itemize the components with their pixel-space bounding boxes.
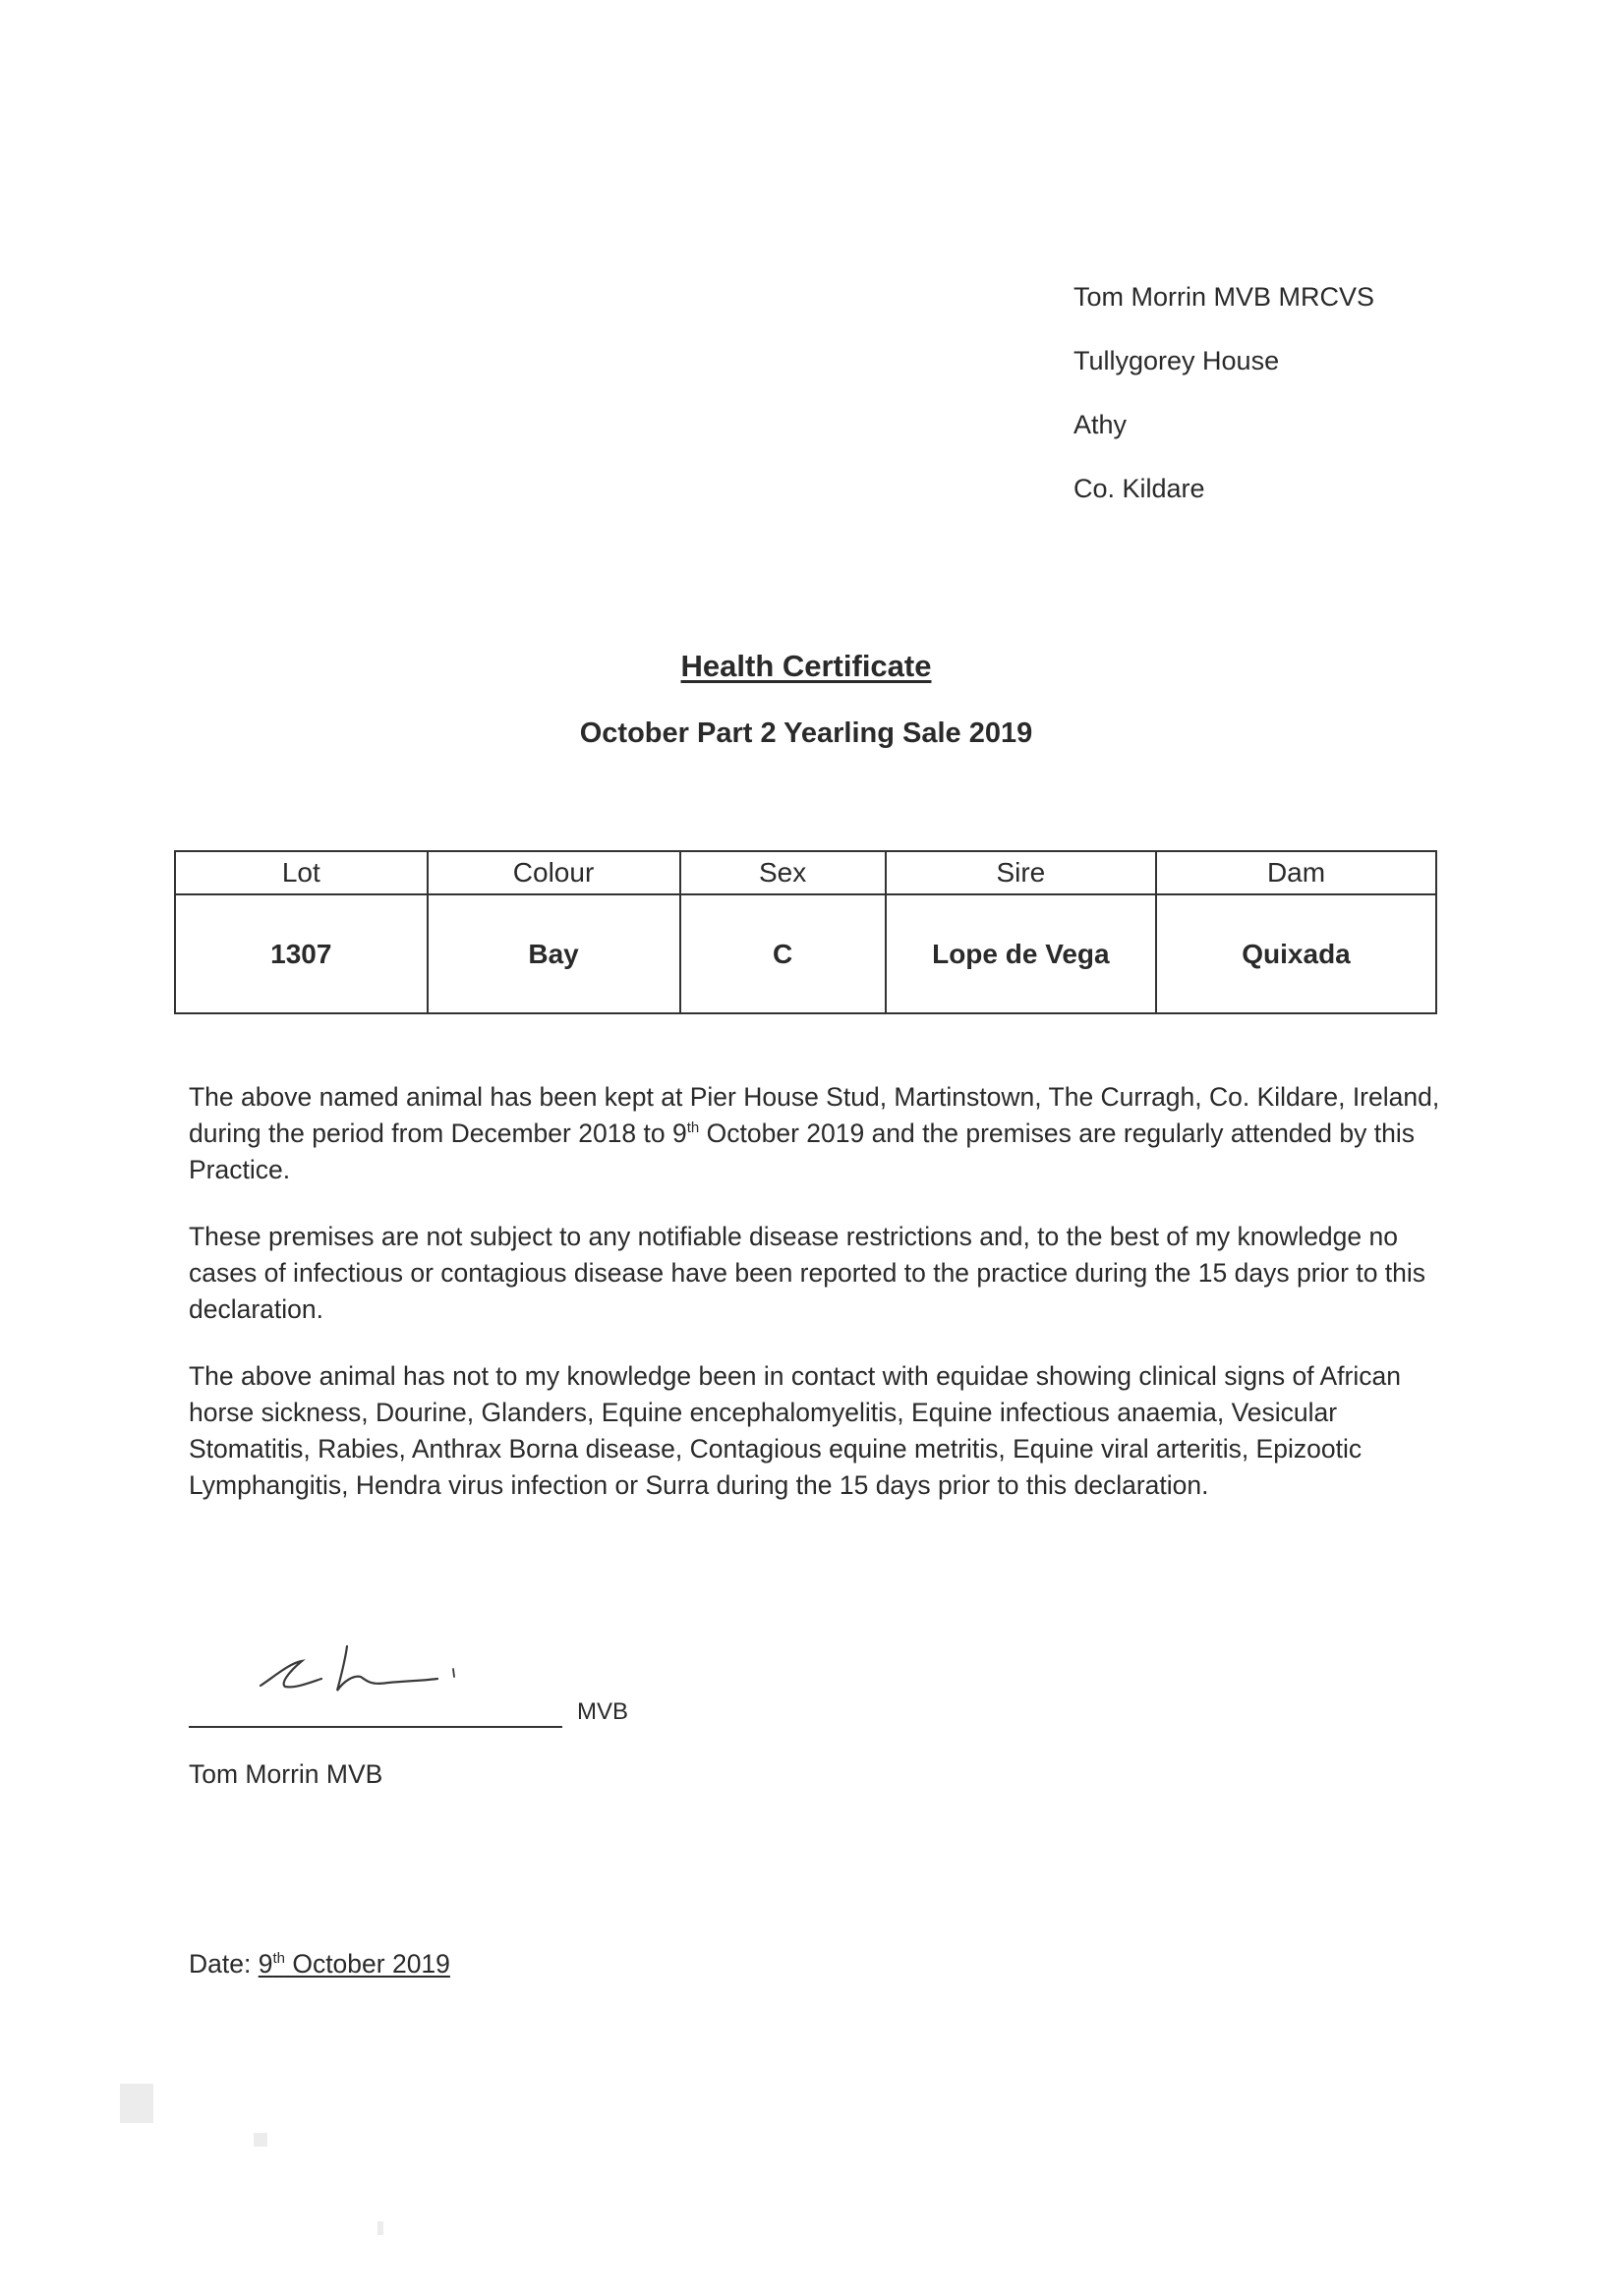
date-value [259,1949,450,1979]
date-day-sup: th [272,1950,285,1968]
address-line-3: Co. Kildare [1073,474,1205,503]
table-row [175,894,1436,1013]
header-dam: Dam [1156,851,1436,894]
address-line-2: Athy [1073,410,1128,439]
header-lot: Lot [175,851,428,894]
document-title: Health Certificate [680,649,932,683]
letterhead-address [1073,265,1374,521]
certificate-date [189,1949,450,1980]
document-subtitle: October Part 2 Yearling Sale 2019 [579,718,1033,749]
scan-mark [120,2084,153,2123]
paragraph-restrictions: These premises are not subject to any notifiable disease restrictions and, to the best of my knowledge no cases of infectious or contagious disease have been reported to the practice during the 15 days prior to this declaration. [189,1222,1426,1324]
paragraph-premises-sup: th [686,1119,700,1137]
paragraph-premises [189,1079,1447,1188]
date-month-year: October 2019 [284,1949,450,1979]
header-sire: Sire [886,851,1156,894]
signatory-name: Tom Morrin MVB [189,1759,383,1789]
date-label: Date: [189,1949,259,1979]
header-sex: Sex [680,851,886,894]
vet-name: Tom Morrin MVB MRCVS [1073,282,1375,312]
paragraph-premises-part2: October 2019 and the premises are regularly attended by this Practice. [189,1119,1415,1184]
cell-sex: C [680,894,886,1013]
lot-details-table [174,850,1437,1014]
signature-line [189,1726,562,1728]
cell-lot: 1307 [175,894,428,1013]
table-header-row [175,851,1436,894]
signature-suffix: MVB [577,1698,629,1725]
paragraph-premises-part1: The above named animal has been kept at Pier House Stud, Martinstown, The Curragh, Co. Kildare, Ireland, during the period from December 2018 to 9 [189,1082,1440,1148]
cell-sire: Lope de Vega [886,894,1156,1013]
paragraph-disease-contact: The above animal has not to my knowledge been in contact with equidae showing clinical signs of African horse sickness, Dourine, Glanders, Equine encephalomyelitis, Equine infectious anaemia, Vesicular Stomatitis, Rabies, Anthrax Borna disease, Contagious equine metritis, Equine viral arteritis, Epizootic Lymphangitis, Hendra virus infection or Surra during the 15 days prior to this declaration. [189,1361,1401,1500]
date-day: 9 [258,1949,273,1979]
cell-colour: Bay [428,894,680,1013]
scan-mark [254,2133,267,2147]
cell-dam: Quixada [1156,894,1436,1013]
header-colour: Colour [428,851,680,894]
handwritten-signature [251,1632,487,1710]
address-line-1: Tullygorey House [1073,346,1280,375]
scan-mark [377,2221,383,2235]
